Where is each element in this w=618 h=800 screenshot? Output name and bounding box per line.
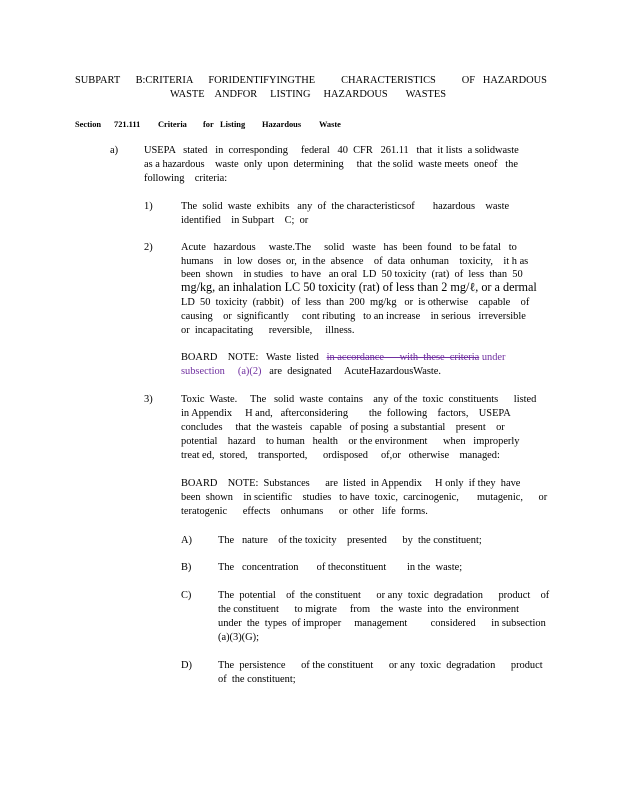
inserted-text: subsection (a)(2) — [181, 366, 262, 377]
subitem-b-label: B) — [181, 562, 192, 573]
subitem-d-label: D) — [181, 660, 192, 671]
item-3-line: potential hazard to human health or the environment when improperly — [181, 436, 520, 447]
board-note-item-2-line2 — [181, 365, 441, 378]
subpart-heading-line1: SUBPART B:CRITERIA FORIDENTIFYINGTHE CHARACTERISTICS OF HAZARDOUS — [75, 75, 547, 86]
item-2-line: LD 50 toxicity (rabbit) of less than 200 mg/kg or is otherwise capable of — [181, 297, 530, 308]
subitem-b-line: The concentration of theconstituent in the waste; — [218, 562, 463, 573]
subitem-c-line: (a)(3)(G); — [218, 632, 259, 643]
section-title-word: Waste — [319, 120, 341, 129]
board-note-text: BOARD NOTE: Waste listed — [181, 352, 327, 363]
item-1-label: 1) — [144, 201, 153, 212]
section-title-word: Listing — [220, 120, 246, 129]
subitem-a-line: The nature of the toxicity presented by the constituent; — [218, 535, 482, 546]
item-1-line: The solid waste exhibits any of the characteristicsof hazardous waste — [181, 201, 510, 212]
section-title-word: Criteria — [158, 120, 187, 129]
board-note-item-3-line: been shown in scientific studies to have toxic, carcinogenic, mutagenic, or — [181, 492, 548, 503]
subitem-d-line: The persistence of the constituent or any toxic degradation product — [218, 660, 543, 671]
inserted-text: under — [479, 352, 506, 363]
item-3-line: Toxic Waste. The solid waste contains any of the toxic constituents listed — [181, 394, 537, 405]
item-1-line: identified in Subpart C; or — [181, 215, 309, 226]
para-a-label: a) — [110, 145, 119, 156]
subitem-c-line: under the types of improper management considered in subsection — [218, 618, 546, 629]
board-note-item-3-line: BOARD NOTE: Substances are listed in Appendix H only if they have — [181, 478, 521, 489]
para-a-line: as a hazardous waste only upon determining that the solid waste meets oneof the — [144, 159, 518, 170]
board-note-item-2 — [181, 351, 505, 364]
section-title-word: for — [203, 120, 214, 129]
subitem-c-label: C) — [181, 590, 192, 601]
item-3-label: 3) — [144, 394, 153, 405]
item-2-large-line: mg/kg, an inhalation LC 50 toxicity (rat) of less than 2 mg/ℓ, or a dermal — [181, 280, 537, 294]
subitem-a-label: A) — [181, 535, 192, 546]
item-2-line: been shown in studies to have an oral LD 50 toxicity (rat) of less than 50 — [181, 269, 523, 280]
para-a-line: USEPA stated in corresponding federal 40 CFR 261.11 that it lists a solidwaste — [144, 145, 519, 156]
section-title-word: Hazardous — [262, 120, 302, 129]
deleted-text: in accordance with these criteria — [326, 352, 480, 363]
subpart-heading-line2: WASTE ANDFOR LISTING HAZARDOUS WASTES — [170, 89, 447, 100]
board-note-item-3-line: teratogenic effects onhumans or other life forms. — [181, 506, 428, 517]
board-note-text: are designated AcuteHazardousWaste. — [261, 366, 442, 377]
item-3-line: concludes that the wasteis capable of posing a substantial present or — [181, 422, 505, 433]
item-2-line: causing or significantly cont ributing to an increase in serious irreversible — [181, 311, 526, 322]
item-2-line: or incapacitating reversible, illness. — [181, 325, 355, 336]
section-number: 721.111 — [114, 120, 141, 129]
subitem-d-line: of the constituent; — [218, 674, 296, 685]
section-label: Section — [75, 120, 102, 129]
subitem-c-line: the constituent to migrate from the waste into the environment — [218, 604, 519, 615]
item-3-line: in Appendix H and, afterconsidering the following factors, USEPA — [181, 408, 511, 419]
item-3-line: treat ed, stored, transported, ordisposed of,or otherwise managed: — [181, 450, 500, 461]
item-2-line: Acute hazardous waste.The solid waste has been found to be fatal to — [181, 242, 517, 253]
item-2-label: 2) — [144, 242, 153, 253]
para-a-line: following criteria: — [144, 173, 228, 184]
subitem-c-line: The potential of the constituent or any toxic degradation product of — [218, 590, 550, 601]
item-2-line: humans in low doses or, in the absence of data onhuman toxicity, it h as — [181, 256, 529, 267]
